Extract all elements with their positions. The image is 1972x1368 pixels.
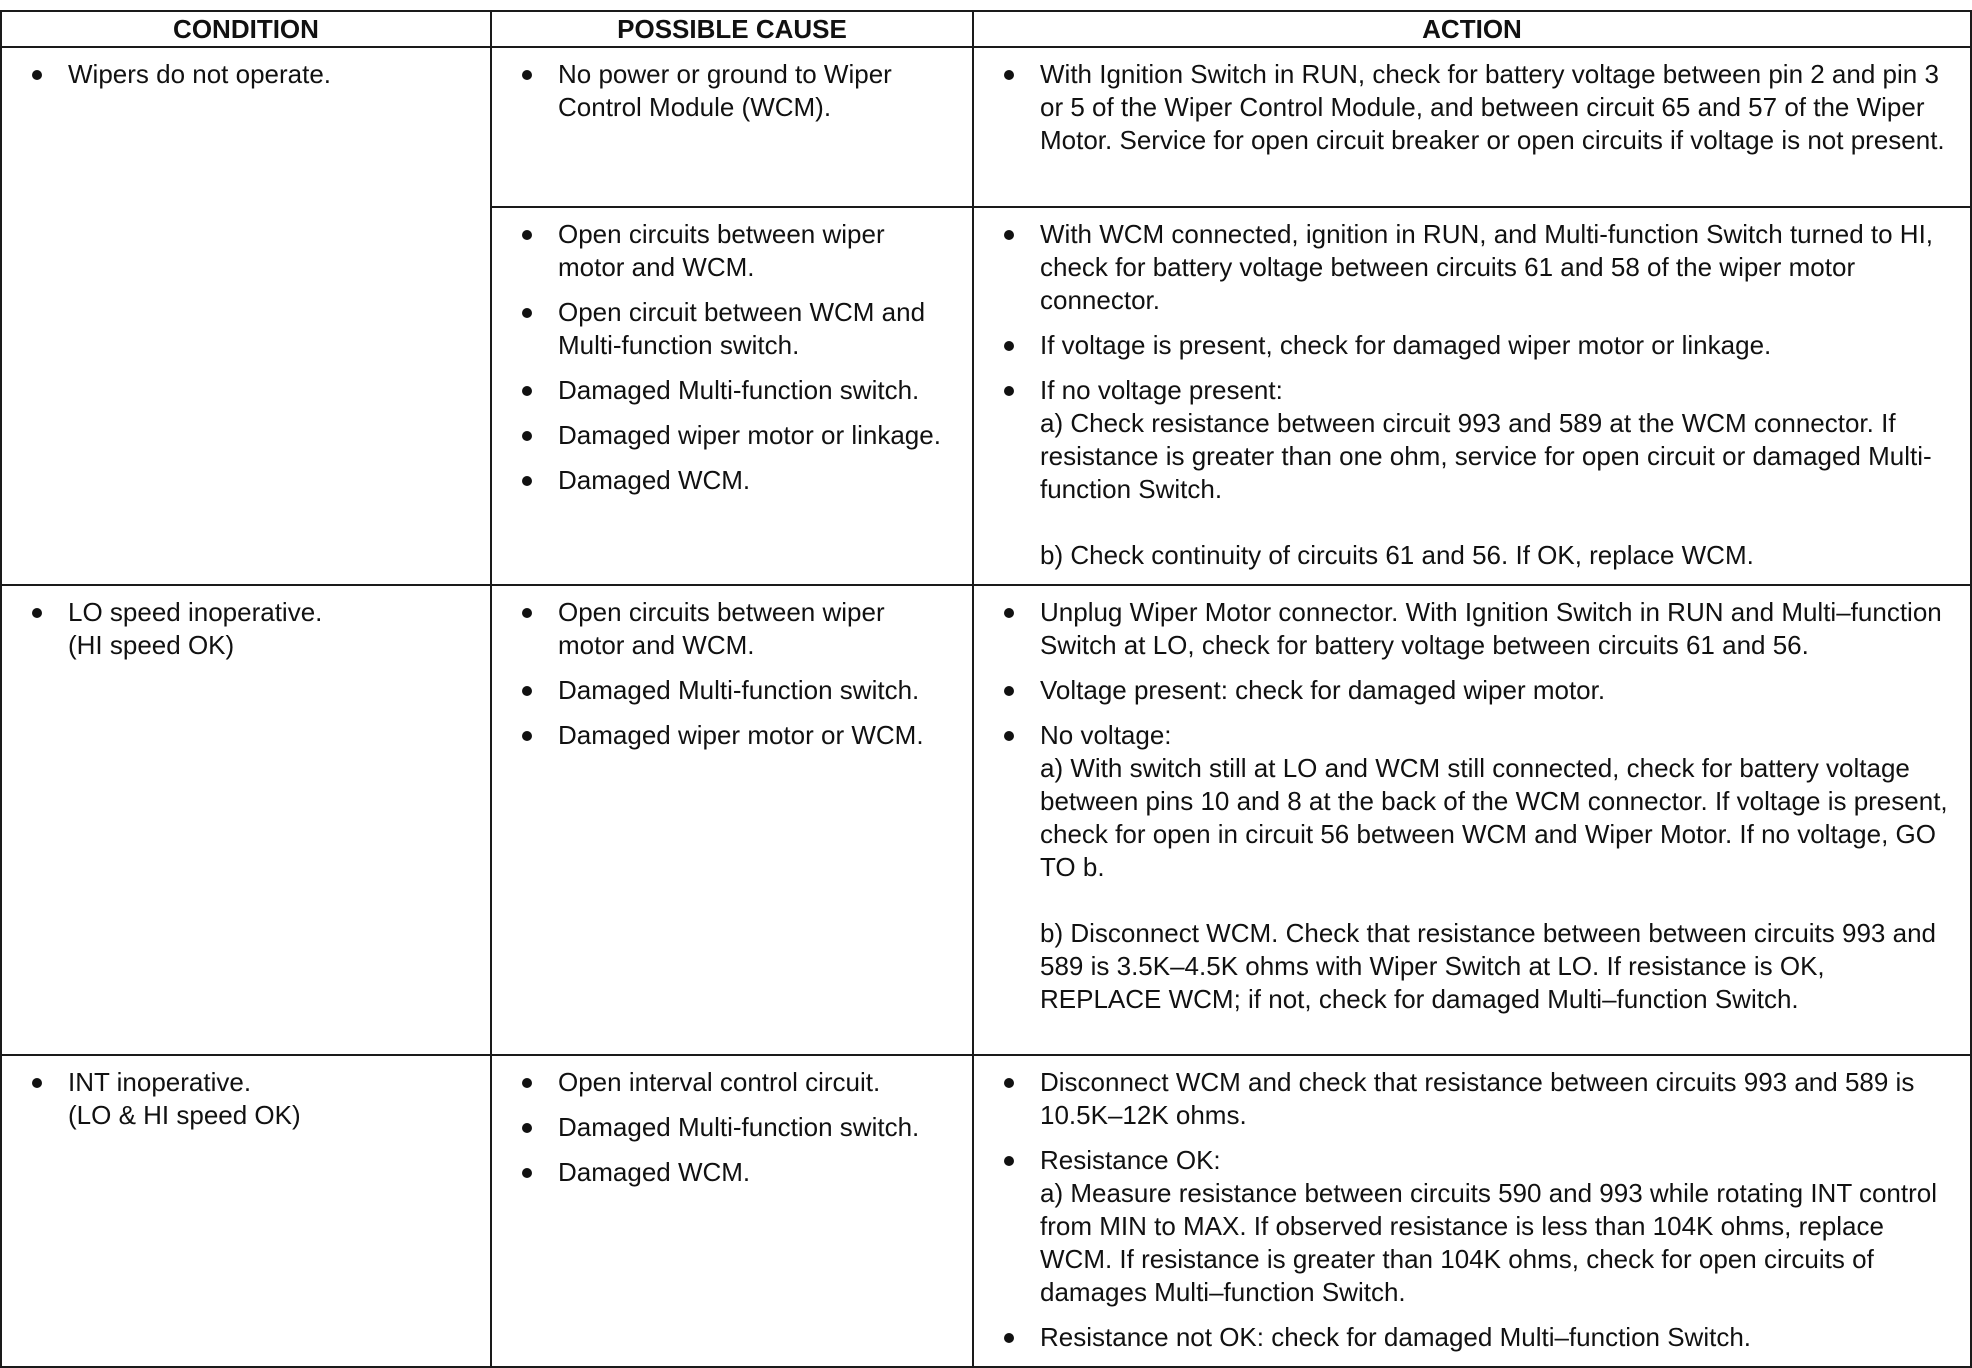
header-row [1,11,1971,47]
cause-cell [491,47,973,207]
cause-cell [491,1055,973,1367]
action-item: Resistance OK: a) Measure resistance between circuits 590 and 993 while rotating INT control from MIN to MAX. If observed resistance is less than 104K ohms, replace WCM. If resistance is greater than 104K ohms, check for open circuits of damages Multi–function Switch. [974,1144,1950,1309]
action-cell [973,207,1971,585]
action-item: With WCM connected, ignition in RUN, and Multi-function Switch turned to HI, check for battery voltage between circuits 61 and 58 of the wiper motor connector. [974,218,1950,317]
cause-cell [491,585,973,1055]
condition-text: LO speed inoperative. (HI speed OK) [2,596,470,662]
condition-text: INT inoperative. (LO & HI speed OK) [2,1066,470,1132]
cause-item: Open circuits between wiper motor and WCM. [492,596,952,662]
action-item: No voltage: a) With switch still at LO and WCM still connected, check for battery voltage between pins 10 and 8 at the back of the WCM connector. If voltage is present, check for open in circuit 56 between WCM and Wiper Motor. If no voltage, GO TO b. b) Disconnect WCM. Check that resistance between between circuits 993 and 589 is 3.5K–4.5K ohms with Wiper Switch at LO. If resistance is OK, REPLACE WCM; if not, check for damaged Multi–function Switch. [974,719,1950,1016]
action-cell [973,47,1971,207]
condition-cell [1,1055,491,1367]
table-row [1,47,1971,207]
action-cell [973,585,1971,1055]
action-item: If voltage is present, check for damaged wiper motor or linkage. [974,329,1950,362]
action-item: If no voltage present: a) Check resistance between circuit 993 and 589 at the WCM connector. If resistance is greater than one ohm, service for open circuit or damaged Multi-function Switch. b) Check continuity of circuits 61 and 56. If OK, replace WCM. [974,374,1950,572]
cause-item: Open circuits between wiper motor and WCM. [492,218,952,284]
cause-item: Damaged wiper motor or WCM. [492,719,952,752]
action-item: Voltage present: check for damaged wiper motor. [974,674,1950,707]
action-item: Resistance not OK: check for damaged Multi–function Switch. [974,1321,1950,1354]
troubleshooting-table [0,10,1972,1368]
condition-cell [1,47,491,585]
action-item: Unplug Wiper Motor connector. With Ignition Switch in RUN and Multi–function Switch at LO, check for battery voltage between circuits 61 and 56. [974,596,1950,662]
cause-item: Damaged Multi-function switch. [492,374,952,407]
action-item: Disconnect WCM and check that resistance between circuits 993 and 589 is 10.5K–12K ohms. [974,1066,1950,1132]
action-cell [973,1055,1971,1367]
table-row [1,1055,1971,1367]
cause-item: Damaged Multi-function switch. [492,674,952,707]
header-action: ACTION [973,11,1971,47]
cause-cell [491,207,973,585]
cause-item: Damaged wiper motor or linkage. [492,419,952,452]
cause-item: Open circuit between WCM and Multi-function switch. [492,296,952,362]
cause-item: Damaged Multi-function switch. [492,1111,952,1144]
cause-item: Damaged WCM. [492,1156,952,1189]
cause-item: No power or ground to Wiper Control Module (WCM). [492,58,952,124]
action-item: With Ignition Switch in RUN, check for battery voltage between pin 2 and pin 3 or 5 of the Wiper Control Module, and between circuit 65 and 57 of the Wiper Motor. Service for open circuit breaker or open circuits if voltage is not present. [974,58,1950,157]
table-row [1,585,1971,1055]
cause-item: Open interval control circuit. [492,1066,952,1099]
condition-cell [1,585,491,1055]
header-condition: CONDITION [1,11,491,47]
cause-item: Damaged WCM. [492,464,952,497]
header-possible-cause: POSSIBLE CAUSE [491,11,973,47]
condition-text: Wipers do not operate. [2,58,470,91]
